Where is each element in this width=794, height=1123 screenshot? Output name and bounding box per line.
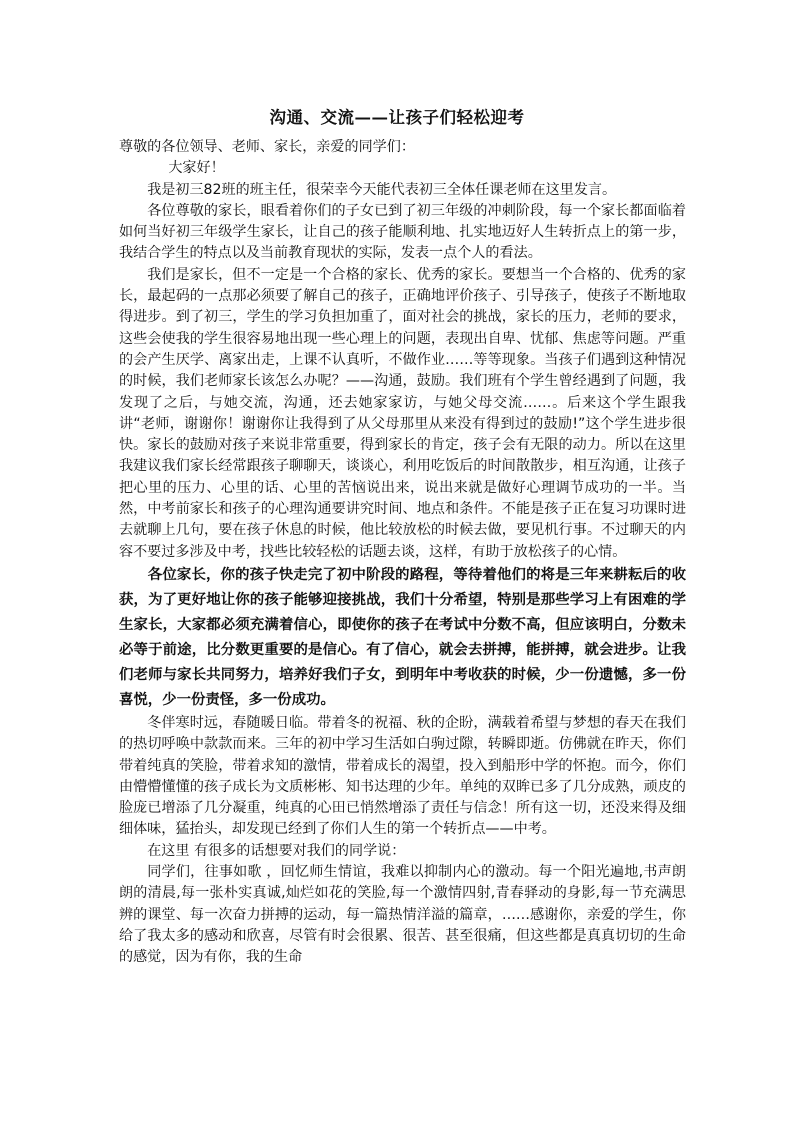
greeting-line: 大家好！: [168, 160, 225, 177]
paragraph-intro: 我是初三82班的班主任，很荣幸今天能代表初三全体任课老师在这里发言。: [147, 181, 617, 198]
paragraph-spring: 冬伴寒时远，春随暖日临。带着冬的祝福、秋的企盼，满载着希望与梦想的春天在我们的热切呼唤中款款而来。三年的初中学习生活如白驹过隙，转瞬即逝。仿佛就在昨天，你们带着纯真的笑脸，带着求知的激情，带着成长的渴望，投入到船形中学的怀抱。而今，你们由懵懵懂懂的孩子成长为文质彬彬、知书达理的少年。单纯的双眸已多了几分成熟，顽皮的脸庞已增添了几分凝重，纯真的心田已悄然增添了责任与信念！所有这一切，还没来得及细细体味，猛抬头，却发现已经到了你们人生的第一个转折点——中考。: [119, 714, 686, 838]
paragraph-students: 同学们，往事如歌 ，回忆师生情谊，我难以抑制内心的激动。每一个阳光遍地,书声朗朗的清晨,每一张朴实真诚,灿烂如花的笑脸,每一个激情四射,青春驿动的身影,每一节充满思辨的课堂、每一次奋力拼搏的运动，每一篇热情洋溢的篇章，……感谢你，亲爱的学生，你给了我太多的感动和欣喜，尽管有时会很累、很苦、甚至很痛，但这些都是真真切切的生命的感觉，因为有你，我的生命: [119, 864, 686, 966]
document-title: 沟通、交流——让孩子们轻松迎考: [269, 108, 525, 127]
paragraph-communication: 我们是家长，但不一定是一个合格的家长、优秀的家长。要想当一个合格的、优秀的家长，最起码的一点那必须要了解自己的孩子，正确地评价孩子、引导孩子，使孩子不断地取得进步。到了初三，学生的学习负担加重了，面对社会的挑战，家长的压力，老师的要求，这些会使我的学生很容易地出现一些心理上的问题，表现出自卑、忧郁、焦虑等问题。严重的会产生厌学、离家出走，上课不认真听，不做作业……等等现象。当孩子们遇到这种情况的时候，我们老师家长该怎么办呢？——沟通，鼓励。我们班有个学生曾经遇到了问题，我发现了之后，与她交流，沟通，还去她家家访，与她父母交流……。后来这个学生跟我讲“老师，谢谢你！谢谢你让我得到了从父母那里从来没有得到过的鼓励!”这个学生进步很快。家长的鼓励对孩子来说非常重要，得到家长的肯定，孩子会有无限的动力。所以在这里我建议我们家长经常跟孩子聊聊天，谈谈心，利用吃饭后的时间散散步，相互沟通，让孩子把心里的压力、心里的话、心里的苦恼说出来，说出来就是做好心理调节成功的一半。当然，中考前家长和孩子的心理沟通要讲究时间、地点和条件。不能是孩子正在复习功课时进去就聊上几句，要在孩子休息的时候，他比较放松的时候去做，要见机行事。不过聊天的内容不要过多涉及中考，找些比较轻松的话题去谈，这样，有助于放松孩子的心情。: [119, 266, 686, 560]
salutation-line: 尊敬的各位领导、老师、家长，亲爱的同学们：: [119, 139, 415, 155]
paragraph-bold-appeal: 各位家长，你的孩子快走完了初中阶段的路程，等待着他们的将是三年来耕耘后的收获，为了更好地让你的孩子能够迎接挑战，我们十分希望，特别是那些学习上有困难的学生家长，大家都必须充满着信心，即使你的孩子在考试中分数不高，但应该明白，分数未必等于前途，比分数更重要的是信心。有了信心，就会去拼搏，能拼搏，就会进步。让我们老师与家长共同努力，培养好我们子女，到明年中考收获的时候，少一份遗憾，多一份喜悦，少一份责怪，多一份成功。: [119, 566, 686, 708]
document-body: [119, 137, 686, 969]
paragraph-parents: 各位尊敬的家长，眼看着你们的子女已到了初三年级的冲刺阶段，每一个家长都面临着如何当好初三年级学生家长，让自己的孩子能顺利地、扎实地迈好人生转折点上的第一步，我结合学生的特点以及当前教育现状的实际，发表一点个人的看法。: [119, 202, 686, 262]
paragraph-transition: 在这里 有很多的话想要对我们的同学说：: [147, 842, 406, 859]
